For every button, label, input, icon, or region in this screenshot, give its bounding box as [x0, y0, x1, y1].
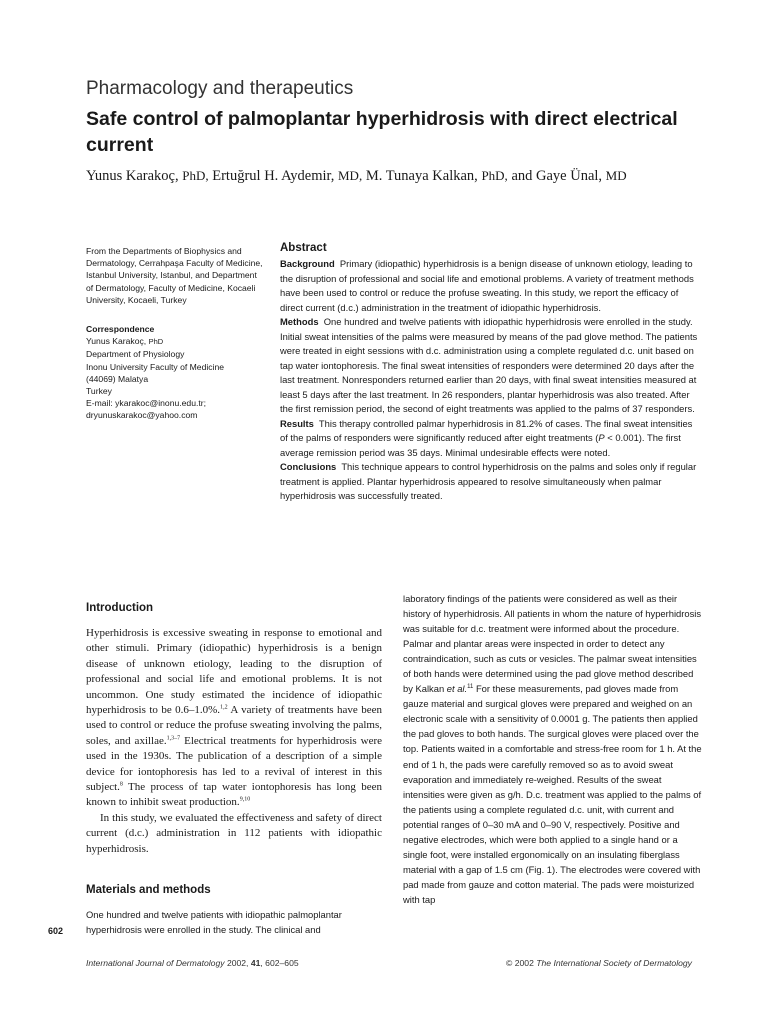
abstract-heading: Abstract: [280, 242, 327, 254]
affiliation: From the Departments of Biophysics and Dermatology, Cerrahpaşa Faculty of Medicine, Istanbul University, Istanbul, and Department of Dermatology, Faculty of Medicine, Kocaeli University, Kocaeli, Turkey: [86, 246, 263, 305]
correspondence-line: Turkey: [86, 386, 112, 397]
abstract-methods: [280, 315, 700, 417]
text-run: Electrical treatments for hyperhidrosis were used in the 1930s. The publication of a description of a simple device for iontophoresis has led to a revival of interest in this subject.: [86, 734, 382, 794]
correspondence-email[interactable]: E-mail: ykarakoc@inonu.edu.tr;: [86, 398, 207, 409]
journal-pages: , 602–605: [260, 958, 299, 968]
author-degree: PhD,: [481, 168, 508, 183]
abstract-text: This therapy controlled palmar hyperhidrosis in 81.2% of cases. The final sweat intensities of the palms of responders were significantly reduced after eight treatments (: [280, 417, 693, 443]
copyright: [506, 958, 692, 968]
correspondence-heading: Correspondence: [86, 324, 155, 334]
author-name: Ertuğrul H. Aydemir,: [212, 168, 335, 184]
abstract-text: Primary (idiopathic) hyperhidrosis is a benign disease of unknown etiology, leading to the disruption of professional and social life and emotional problems. A variety of treatment methods have been used to control or reduce the profuse sweating. In this study, we report the efficacy of direct current (d.c.) administration in the treatment of idiopathic hyperhidrosis.: [280, 258, 694, 313]
et-al: et al.: [446, 683, 468, 695]
citation: 9,10: [239, 796, 251, 803]
citation: 1,2: [220, 704, 228, 711]
right-column-body: [403, 591, 703, 907]
author-name: M. Tunaya Kalkan,: [365, 168, 478, 184]
text-run: The process of tap water iontophoresis has long been known to inhibit sweat production.: [86, 781, 382, 809]
author-name: and Gaye Ünal,: [511, 168, 603, 184]
abstract-body: [280, 257, 700, 504]
materials-heading: Materials and methods: [86, 884, 211, 896]
correspondence-line: (44069) Malatya: [86, 373, 149, 384]
p-value-symbol: P: [598, 432, 605, 443]
journal-volume: 41: [250, 958, 261, 968]
correspondence-name-line: [86, 335, 276, 348]
article-title: Safe control of palmoplantar hyperhidrosis with direct electrical current: [86, 108, 678, 156]
correspondence-name: Yunus Karakoç,: [86, 336, 147, 347]
introduction-body: [86, 626, 382, 857]
page-number: 602: [48, 926, 64, 936]
text-run: For these measurements, pad gloves made from gauze material and surgical gloves were prepared and weighed on an electronic scale with a sensitivity of 0.0001 g. The patients then applied the pad gloves to both hands. The surgical gloves were placed over the top. Patients waited in a comfortable and stress-free room for 1 h. At the end of 1 h, the pads were carefully removed so as to avoid sweat evaporation and immediately re-weighed. Results of the sweat intensities were given as g/h. D.c. treatment was applied to the palms of the patients using a complete regulated d.c. unit, with current and potential ranges of 0–30 mA and 0–90 V, respectively. Positive and negative electrodes, which were both applied to a single hand or a single foot, were installed ergonomically on an insulating fiberglass material with a gap of 1.5 cm (Fig. 1). The electrodes were covered with pad made from gauze and cotton material. The pads were moisturized with tap: [403, 683, 702, 905]
author-name: Yunus Karakoç,: [86, 168, 179, 184]
abstract-text: This technique appears to control hyperhidrosis on the palms and soles only if regular treatment is applied. Plantar hyperhidrosis appeared to resolve simultaneously when palmar hyperhidrosis was successfully treated.: [280, 461, 697, 501]
journal-year: 2002,: [226, 958, 249, 968]
copyright-year: 2002: [514, 958, 534, 968]
text-run: laboratory findings of the patients were considered as well as their history of hyperhidrosis. All patients in whom the nature of hyperhidrosis was suitable for d.c. treatment were informed about the procedure. Palmar and plantar areas were inspected in order to detect any contraindication, such as cuts or vesicles. The palmar sweat intensities of both hands were determined using the pad glove method described by Kalkan: [403, 593, 702, 695]
abstract-label: Results: [280, 417, 314, 429]
abstract-conclusions: [280, 460, 700, 504]
introduction-heading: Introduction: [86, 602, 154, 614]
abstract-label: Methods: [280, 316, 319, 327]
abstract-text: One hundred and twelve patients with idiopathic hyperhidrosis were enrolled in the study. Initial sweat intensities of the palms were measured by means of the pad glove method. The patients were treated in eight sessions with d.c. administration using a complete regulated d.c. unit based on tap water iontophoresis. The final sweat intensities of responders were determined 20 days after the last treatment. Nonresponders returned earlier than 20 days, with final sweat intensities measured at least 5 days after the last treatment. In 26 responders, plantar hyperhidrosis was also treated. After the first remission period, the second of eight treatments was applied to the palms of 37 responders.: [280, 316, 698, 414]
materials-body: One hundred and twelve patients with idiopathic palmoplantar hyperhidrosis were enrolled in the study. The clinical and: [86, 909, 342, 935]
correspondence-line: Department of Physiology: [86, 349, 185, 360]
text-run: A variety of treatments have been used to control or reduce the profuse sweating involving the palms, soles, and axillae.: [86, 704, 383, 747]
author-degree: MD,: [338, 168, 363, 183]
author-degree: MD: [605, 168, 627, 183]
author-degree: PhD,: [182, 168, 209, 183]
abstract-text: < 0.001). The first average remission period was 35 days. Minimal undesirable effects were noted.: [280, 432, 681, 458]
citation: 11: [467, 684, 474, 691]
author-list: [86, 168, 726, 185]
abstract-results: [280, 417, 700, 461]
citation: 1,3–7: [166, 735, 181, 742]
paragraph: [86, 626, 382, 811]
correspondence-email[interactable]: dryunuskarakoc@yahoo.com: [86, 410, 198, 421]
abstract-background: [280, 257, 700, 315]
section-heading: Pharmacology and therapeutics: [86, 78, 354, 99]
abstract-label: Background: [280, 258, 335, 269]
journal-citation: [86, 958, 299, 968]
paragraph: In this study, we evaluated the effectiveness and safety of direct current (d.c.) administration in 112 patients with idiopathic hyperhidrosis.: [86, 811, 382, 855]
citation: 8: [119, 781, 123, 788]
text-run: Hyperhidrosis is excessive sweating in response to emotional and other stimuli. Primary (idiopathic) hyperhidrosis is a benign disease of unknown etiology, leading to the disruption of professional and social life and emotional problems. It is not uncommon. One study estimated the incidence of idiopathic hyperhidrosis to be 0.6–1.0%.: [86, 627, 382, 717]
journal-name: International Journal of Dermatology: [86, 958, 225, 968]
society-name: The International Society of Dermatology: [536, 958, 692, 968]
abstract-label: Conclusions: [280, 461, 337, 472]
copyright-symbol: ©: [506, 958, 513, 968]
correspondence-block: [86, 323, 276, 422]
correspondence-degree: PhD: [148, 337, 164, 347]
correspondence-line: Inonu University Faculty of Medicine: [86, 361, 225, 372]
